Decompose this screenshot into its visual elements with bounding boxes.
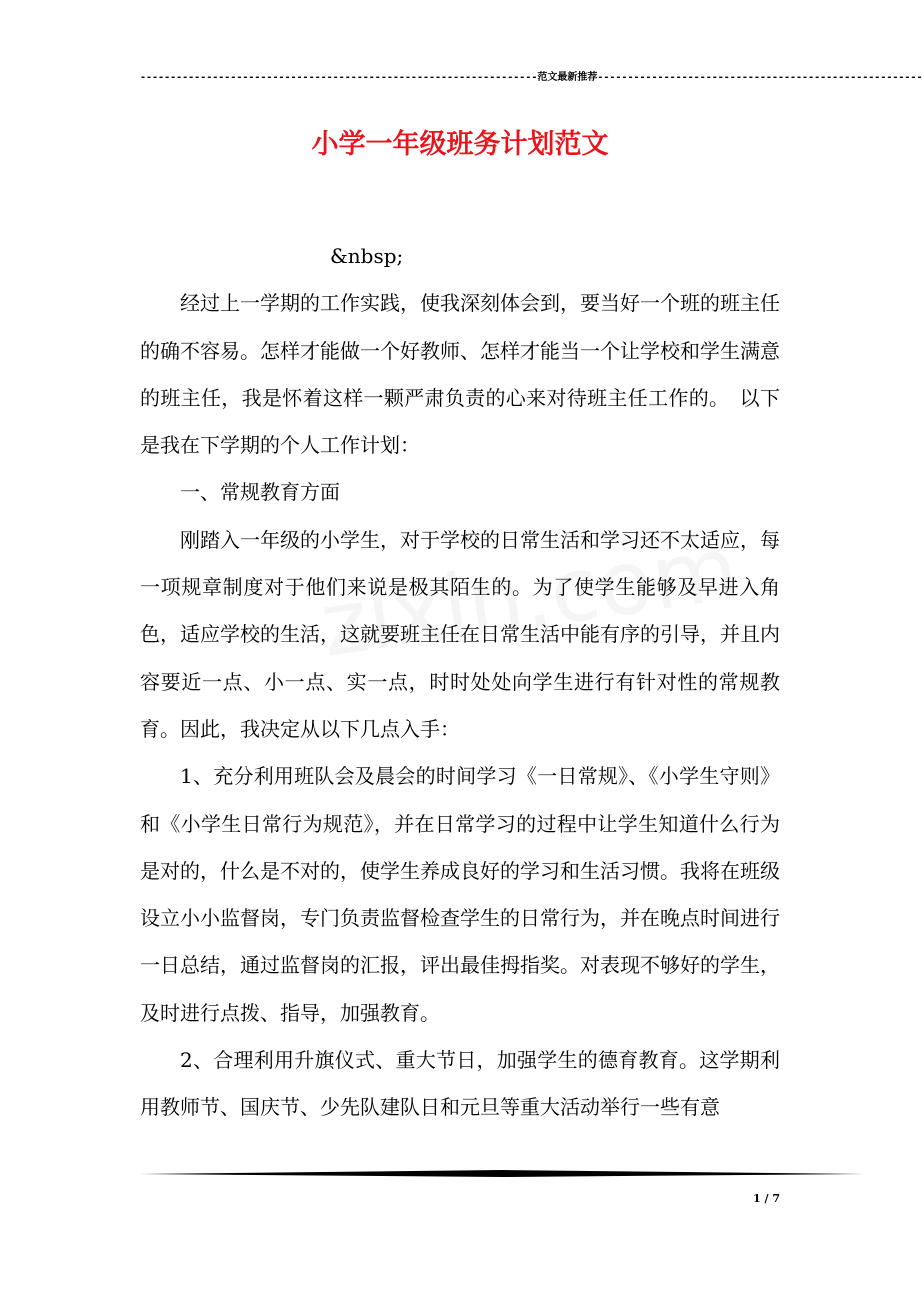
- paragraph: 刚踏入一年级的小学生，对于学校的日常生活和学习还不太适应，每一项规章制度对于他们来说是极其陌生的。为了使学生能够及早进入角色，适应学校的生活，这就要班主任在日常生活中能有序的引导，并且内容要近一点、小一点、实一点，时时处处向学生进行有针对性的常规教育。因此，我决定从以下几点入手：: [140, 527, 780, 741]
- page-header: ------------------------------------------------------------------范文最新推荐------------------------------------------------------: [140, 72, 922, 83]
- document-body: [140, 233, 780, 1132]
- paragraph: 1、充分利用班队会及晨会的时间学习《一日常规》、《小学生守则》和《小学生日常行为规范》，并在日常学习的过程中让学生知道什么行为是对的，什么是不对的，使学生养成良好的学习和生活习惯。我将在班级设立小小监督岗，专门负责监督检查学生的日常行为，并在晚点时间进行一日总结，通过监督岗的汇报，评出最佳拇指奖。对表现不够好的学生，及时进行点拨、指导，加强教育。: [140, 764, 780, 1025]
- paragraph: 2、合理利用升旗仪式、重大节日，加强学生的德育教育。这学期利用教师节、国庆节、少先队建队日和元旦等重大活动举行一些有意: [140, 1048, 780, 1120]
- footer-divider: [140, 1168, 864, 1180]
- page-number: 1 / 7: [753, 1192, 780, 1205]
- document-title: 小学一年级班务计划范文: [311, 129, 609, 160]
- section-heading: 一、常规教育方面: [180, 480, 340, 505]
- paragraph: &nbsp;: [330, 244, 404, 268]
- paragraph: 经过上一学期的工作实践，使我深刻体会到，要当好一个班的班主任的确不容易。怎样才能做一个好教师、怎样才能当一个让学校和学生满意的班主任，我是怀着这样一颗严肃负责的心来对待班主任工作的。 以下是我在下学期的个人工作计划：: [140, 291, 780, 458]
